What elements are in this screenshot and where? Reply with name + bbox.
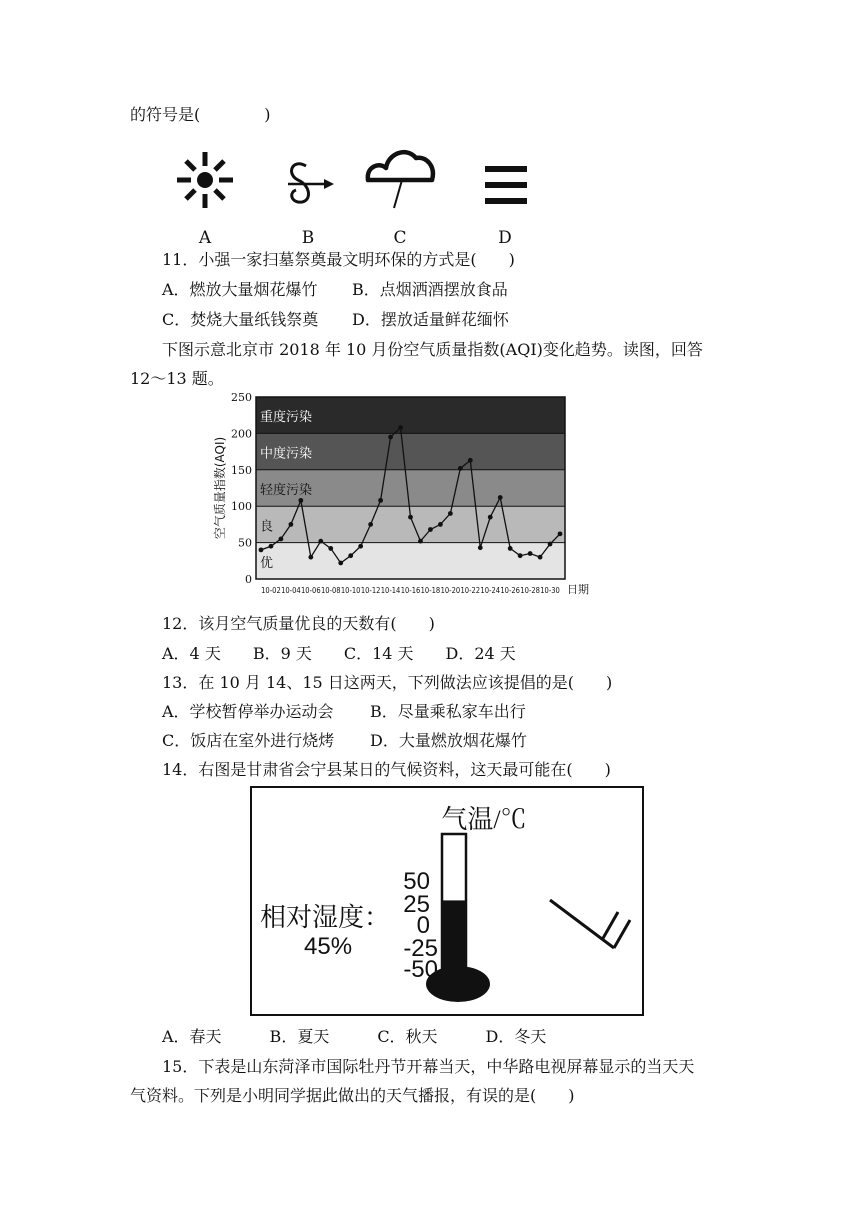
thermometer-scale xyxy=(403,868,438,983)
aqi-ytick-50: 50 xyxy=(238,536,252,550)
scale-0: 0 xyxy=(416,912,430,939)
q10-stem-tail: 的符号是( ) xyxy=(130,105,271,124)
aqi-point-day-10 xyxy=(348,553,353,558)
q13-option-c: C．饭店在室外进行烧烤 xyxy=(162,731,335,750)
aqi-point-day-11 xyxy=(358,544,363,549)
aqi-xlabel: 日期 xyxy=(567,583,589,596)
aqi-point-day-23 xyxy=(478,545,483,550)
aqi-xtick-10-24: 10-24 xyxy=(480,586,501,595)
aqi-band-label-2: 轻度污染 xyxy=(260,483,313,498)
climate-figure xyxy=(250,786,644,1016)
q12-stem: 12．该月空气质量优良的天数有( ) xyxy=(162,614,435,633)
q11-option-c: C．焚烧大量纸钱祭奠 xyxy=(162,310,319,329)
sandstorm-symbol xyxy=(268,138,348,248)
q14-options: A．春天 B．夏天 C．秋天 D．冬天 xyxy=(162,1027,547,1046)
aqi-chart-svg xyxy=(210,392,590,610)
q15-stem-line1: 15．下表是山东菏泽市国际牡丹节开幕当天，中华路电视屏幕显示的当天天 xyxy=(162,1057,695,1076)
sandstorm-icon xyxy=(268,138,348,223)
aqi-point-day-13 xyxy=(378,498,383,503)
aqi-band-4 xyxy=(256,543,565,579)
scale-25: 25 xyxy=(403,891,430,918)
aqi-point-day-5 xyxy=(298,498,303,503)
q11-stem: 11．小强一家扫墓祭奠最文明环保的方式是( ) xyxy=(162,250,515,269)
q13-option-a: A．学校暂停举办运动会 xyxy=(162,702,334,721)
aqi-point-day-29 xyxy=(538,555,543,560)
aqi-band-label-0: 重度污染 xyxy=(260,410,313,426)
aqi-point-day-22 xyxy=(468,458,473,463)
aqi-ytick-150: 150 xyxy=(231,463,252,477)
aqi-point-day-18 xyxy=(428,527,433,532)
scale-minus-25: -25 xyxy=(403,935,438,962)
q11-option-a: A．燃放大量烟花爆竹 xyxy=(162,280,318,299)
aqi-chart xyxy=(210,392,590,610)
aqi-point-day-12 xyxy=(368,522,373,527)
sunny-icon xyxy=(165,138,245,223)
aqi-ylabel: 空气质量指数(AQI) xyxy=(213,436,227,540)
aqi-xtick-10-26: 10-26 xyxy=(500,586,520,595)
aqi-xtick-10-28: 10-28 xyxy=(520,586,540,595)
aqi-xtick-10-10: 10-10 xyxy=(340,586,361,595)
aqi-xtick-10-16: 10-16 xyxy=(400,586,421,595)
aqi-point-day-6 xyxy=(308,555,313,560)
aqi-point-day-20 xyxy=(448,511,453,516)
aqi-point-day-25 xyxy=(498,495,503,500)
aqi-point-day-27 xyxy=(518,553,523,558)
symbol-label-a: A xyxy=(198,228,212,248)
aqi-point-day-16 xyxy=(408,515,413,520)
aqi-point-day-15 xyxy=(398,425,403,430)
aqi-point-day-7 xyxy=(318,539,323,544)
cloud-rain-symbol xyxy=(360,138,440,248)
aqi-band-label-3: 良 xyxy=(260,519,274,535)
q13-option-d: D．大量燃放烟花爆竹 xyxy=(370,731,527,750)
scale-50: 50 xyxy=(403,868,430,895)
aqi-xtick-10-14: 10-14 xyxy=(380,586,401,595)
aqi-point-day-21 xyxy=(458,466,463,471)
fog-symbol xyxy=(465,138,545,248)
aqi-point-day-19 xyxy=(438,522,443,527)
aqi-point-day-2 xyxy=(269,544,274,549)
aqi-xtick-10-20: 10-20 xyxy=(440,586,461,595)
temperature-title: 气温/℃ xyxy=(441,805,527,834)
aqi-band-label-1: 中度污染 xyxy=(260,446,313,462)
aqi-xtick-10-22: 10-22 xyxy=(460,586,481,595)
aqi-point-day-31 xyxy=(558,531,563,536)
aqi-ytick-100: 100 xyxy=(231,500,252,514)
aqi-point-day-3 xyxy=(279,537,284,542)
q13-stem: 13．在 10 月 14、15 日这两天，下列做法应该提倡的是( ) xyxy=(162,673,613,692)
symbol-label-d: D xyxy=(498,228,512,248)
aqi-ytick-250: 250 xyxy=(231,392,252,404)
aqi-xtick-10-08: 10-08 xyxy=(320,586,341,595)
aqi-point-day-30 xyxy=(548,542,553,547)
weather-symbols xyxy=(165,138,545,248)
aqi-point-day-8 xyxy=(328,546,333,551)
symbol-label-c: C xyxy=(393,228,407,248)
aqi-point-day-1 xyxy=(259,547,264,552)
fog-icon xyxy=(465,138,545,223)
q12-options: A．4 天 B．9 天 C．14 天 D．24 天 xyxy=(162,644,516,663)
wind-barb-icon xyxy=(550,900,630,948)
q14-stem: 14．右图是甘肃省会宁县某日的气候资料，这天最可能在( ) xyxy=(162,760,611,779)
aqi-point-day-24 xyxy=(488,515,493,520)
aqi-point-day-4 xyxy=(288,522,293,527)
intro-12-13-line1: 下图示意北京市 2018 年 10 月份空气质量指数(AQI)变化趋势。读图，回答 xyxy=(162,340,703,359)
cloud-rain-icon xyxy=(360,138,440,223)
humidity-value: 45% xyxy=(304,933,353,960)
aqi-point-day-9 xyxy=(338,561,343,566)
aqi-band-label-4: 优 xyxy=(260,555,274,571)
symbol-label-b: B xyxy=(301,228,315,248)
aqi-xtick-10-30: 10-30 xyxy=(540,586,560,595)
q11-option-b: B．点烟洒酒摆放食品 xyxy=(352,280,508,299)
aqi-point-day-28 xyxy=(528,551,533,556)
aqi-ytick-200: 200 xyxy=(231,427,252,441)
aqi-ytick-0: 0 xyxy=(245,573,252,586)
climate-figure-svg xyxy=(252,788,642,1014)
q13-option-b: B．尽量乘私家车出行 xyxy=(370,702,526,721)
aqi-point-day-26 xyxy=(508,546,513,551)
aqi-xtick-10-12: 10-12 xyxy=(360,586,381,595)
scale-minus-50: -50 xyxy=(403,956,438,983)
aqi-xtick-10-18: 10-18 xyxy=(420,586,441,595)
aqi-xtick-10-02: 10-02 xyxy=(261,586,281,595)
aqi-point-day-14 xyxy=(388,435,393,440)
aqi-point-day-17 xyxy=(418,539,423,544)
humidity-label: 相对湿度： xyxy=(260,903,391,932)
intro-12-13-line2: 12～13 题。 xyxy=(130,369,224,388)
q11-option-d: D．摆放适量鲜花缅怀 xyxy=(352,310,509,329)
sunny-symbol xyxy=(165,138,245,248)
aqi-xtick-10-04: 10-04 xyxy=(281,586,301,595)
aqi-xtick-10-06: 10-06 xyxy=(301,586,321,595)
q15-stem-line2: 气资料。下列是小明同学据此做出的天气播报，有误的是( ) xyxy=(130,1086,575,1105)
